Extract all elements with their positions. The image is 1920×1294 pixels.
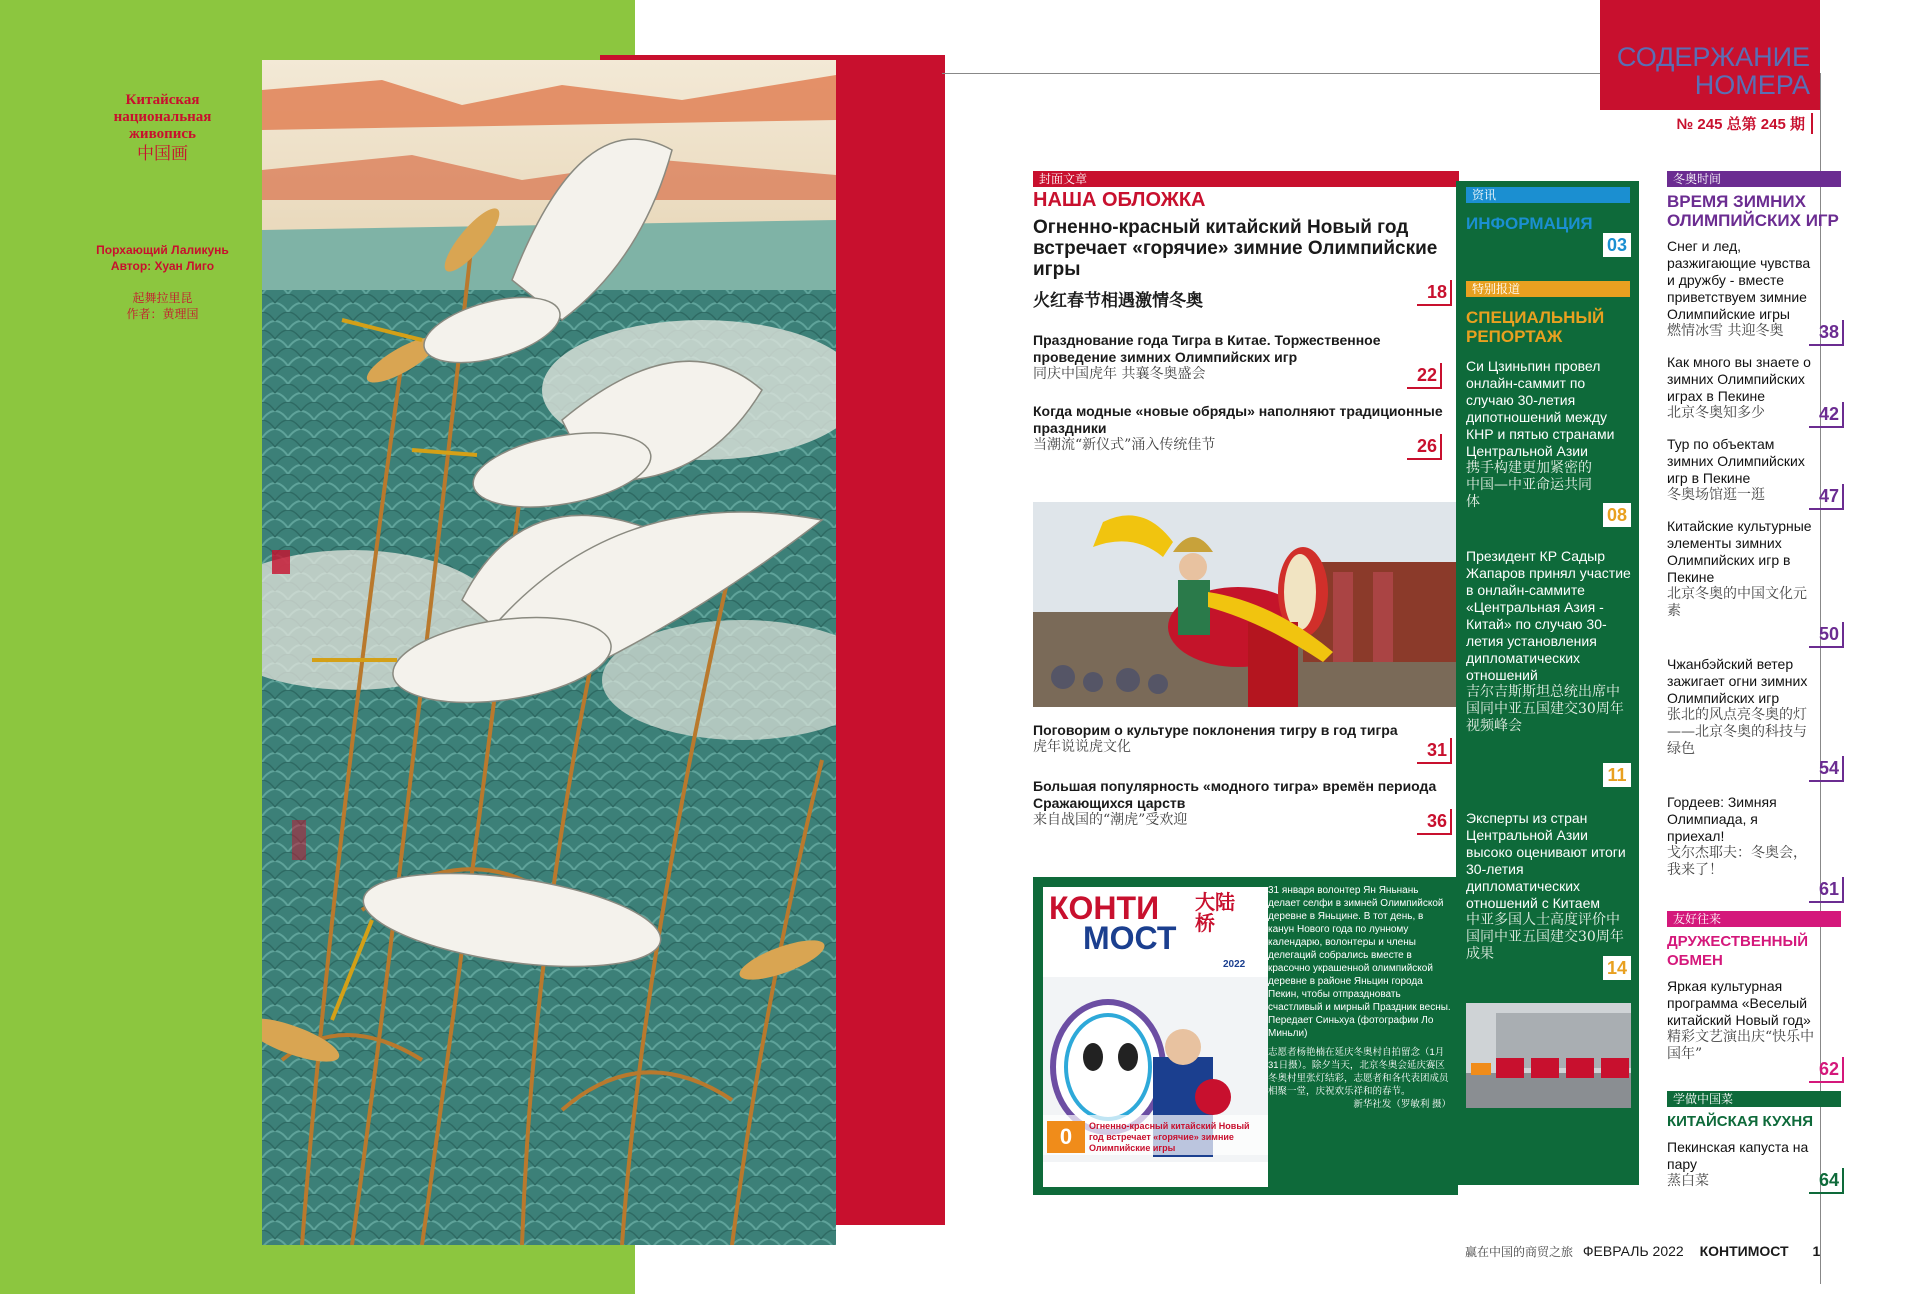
item-title-ru: Си Цзиньпин провел онлайн-саммит по случаю 30-летия дипотношений между КНР и пятью странами Центральной Азии — [1466, 358, 1615, 459]
magazine-logo-cn: 大陆桥 — [1195, 892, 1235, 935]
cover-headline-band — [1043, 1115, 1268, 1155]
news-title[interactable]: ИНФОРМАЦИЯ — [1466, 214, 1593, 233]
page-number: 54 — [1809, 756, 1844, 782]
caption-cn-line-1: 起舞拉里昆 — [132, 291, 193, 305]
cover-items-continued — [1033, 722, 1458, 829]
page-number: 14 — [1603, 956, 1631, 980]
cover-tag: 封面文章 — [1033, 171, 1459, 187]
toc-item[interactable] — [1466, 358, 1631, 511]
special-tag: 特别报道 — [1466, 281, 1630, 297]
right-column — [1667, 171, 1847, 1190]
photo-caption-cn: 志愿者杨艳楠在延庆冬奥村自拍留念（1月31日摄）。除夕当天，北京冬奥会延庆赛区冬奥村里张灯结彩，志愿者和各代表团成员相聚一堂，庆祝欢乐祥和的春节。 — [1268, 1047, 1449, 1097]
issue-number: № 245 总第 245 期 — [1640, 113, 1813, 134]
cover-headline: Огненно-красный китайский Новый год встречает «горячие» зимние Олимпийские игры — [1089, 1121, 1250, 1153]
page-number: 31 — [1417, 738, 1452, 764]
toc-item[interactable] — [1667, 794, 1839, 899]
toc-item[interactable] — [1667, 978, 1839, 1079]
title-ru-line-3: живопись — [129, 126, 196, 142]
toc-item[interactable] — [1667, 518, 1839, 644]
item-title-cn: 中亚多国人士高度评价中国同中亚五国建交30周年成果 — [1466, 912, 1624, 962]
toc-item[interactable] — [1667, 1139, 1839, 1190]
item-title-ru: Тур по объектам зимних Олимпийских игр в Пекине — [1667, 436, 1805, 486]
title-ru-line-2: национальная — [113, 109, 212, 125]
page-number: 22 — [1407, 363, 1442, 389]
item-title-ru: Снег и лед, разжигающие чувства и дружбу - вместе приветствуем зимние Олимпийские игры — [1667, 238, 1811, 322]
item-title-ru: Яркая культурная программа «Веселый китайский Новый год» — [1667, 978, 1811, 1028]
item-title-ru: Чжанбэйский ветер зажигает огни зимних Олимпийских игр — [1667, 656, 1808, 706]
egrets-painting — [262, 60, 836, 1245]
magazine-cover-box — [1033, 877, 1458, 1195]
page-number: 03 — [1603, 233, 1631, 257]
toc-item[interactable] — [1033, 778, 1458, 829]
cover-main-ru[interactable]: Огненно-красный китайский Новый год встречает «горячие» зимние Олимпийские игры — [1033, 217, 1438, 280]
page-number: 36 — [1417, 809, 1452, 835]
friendship-tag: 友好往来 — [1667, 911, 1841, 927]
toc-item[interactable] — [1033, 403, 1448, 454]
caption-cn-line-2: 作者：黄理国 — [126, 307, 199, 321]
footer-page-number: 1 — [1812, 1243, 1821, 1259]
photo-caption-ru: 31 января волонтер Ян Яньнань делает селфи в зимней Олимпийской деревне в Яньцине. В тот день, в канун Нового года по лунному календарю, волонтеры и члены делегаций собрались вместе в красочно украшенной олимпийской деревне в районе Яньцин города Пекин, чтобы отпраздновать счастливый и мирный Праздник весны. Передает Синьхуа (фотографии Ло Миньли) — [1268, 885, 1451, 1039]
painting-section-title — [70, 92, 255, 162]
caption-ru-line-2: Автор: Хуан Лиго — [110, 259, 215, 273]
item-title-cn: 戈尔杰耶夫：冬奥会，我来了！ — [1667, 845, 1807, 878]
item-title-cn: 虎年说说虎文化 — [1033, 739, 1131, 755]
toc-item[interactable] — [1667, 354, 1839, 424]
news-tag: 资讯 — [1466, 187, 1630, 203]
page-number: 38 — [1809, 320, 1844, 346]
page-number: 26 — [1407, 434, 1442, 460]
toc-title — [1600, 43, 1810, 99]
item-title-cn: 蒸白菜 — [1667, 1173, 1709, 1189]
title-ru-line-1: Китайская — [125, 92, 200, 108]
item-title-cn: 吉尔吉斯斯坦总统出席中国同中亚五国建交30周年视频峰会 — [1466, 684, 1624, 734]
cover-column — [1033, 171, 1458, 454]
magazine-logo-ru-1: КОНТИ — [1049, 890, 1160, 926]
photo-caption — [1268, 884, 1451, 1111]
item-title-ru: Китайские культурные элементы зимних Олимпийских игр в Пекине — [1667, 518, 1812, 585]
zero-badge-icon: 0 — [1047, 1121, 1085, 1153]
painting-caption-ru — [60, 242, 265, 274]
item-title-ru: Поговорим о культуре поклонения тигру в год тигра — [1033, 722, 1398, 738]
page-number: 11 — [1603, 763, 1631, 787]
cover-photo — [1033, 502, 1458, 707]
item-title-cn: 同庆中国虎年 共襄冬奥盛会 — [1033, 366, 1206, 382]
item-title-ru: Эксперты из стран Центральной Азии высоко оценивают итоги 30-летия дипломатических отношений с Китаем — [1466, 810, 1626, 911]
toc-item[interactable] — [1667, 656, 1839, 778]
painting-caption-cn — [60, 290, 265, 322]
cover-section-title: НАША ОБЛОЖКА — [1033, 189, 1206, 211]
friendship-title: ДРУЖЕСТВЕННЫЙ ОБМЕН — [1667, 933, 1808, 969]
toc-title-line-2: НОМЕРА — [1694, 70, 1810, 100]
item-title-cn: 来自战国的“潮虎”受欢迎 — [1033, 812, 1188, 828]
item-title-ru: Как много вы знаете о зимних Олимпийских играх в Пекине — [1667, 354, 1811, 404]
toc-item[interactable] — [1033, 332, 1448, 383]
item-title-cn: 张北的风点亮冬奥的灯——北京冬奥的科技与绿色 — [1667, 707, 1807, 757]
performer-illustration — [1033, 502, 1458, 707]
page-number: 42 — [1809, 402, 1844, 428]
page-number: 61 — [1809, 877, 1844, 903]
toc-item[interactable] — [1466, 548, 1631, 735]
page-number: 47 — [1809, 484, 1844, 510]
item-title-ru: Пекинская капуста на пару — [1667, 1139, 1809, 1172]
page-number: 18 — [1417, 280, 1452, 306]
toc-item[interactable] — [1667, 238, 1839, 342]
photo-caption-credit: 新华社发（罗敏利 摄） — [1353, 1099, 1451, 1110]
toc-item[interactable] — [1033, 722, 1458, 760]
cuisine-tag: 学做中国菜 — [1667, 1091, 1841, 1107]
page-number: 08 — [1603, 503, 1631, 527]
item-title-cn: 北京冬奥的中国文化元素 — [1667, 586, 1807, 619]
item-title-cn: 当潮流“新仪式”涌入传统佳节 — [1033, 437, 1216, 453]
item-title-cn: 冬奥场馆逛一逛 — [1667, 487, 1765, 503]
caption-ru-line-1: Порхающий Лаликунь — [96, 243, 229, 257]
item-title-ru: Президент КР Садыр Жапаров принял участие в онлайн-саммите «Центральная Азия - Китай» по случаю 30-летия установления дипломатических отношений — [1466, 548, 1631, 683]
item-title-ru: Большая популярность «модного тигра» времён периода Сражающихся царств — [1033, 778, 1437, 811]
magazine-cover-thumbnail[interactable] — [1043, 887, 1268, 1187]
item-title-cn: 携手构建更加紧密的中国—中亚命运共同体 — [1466, 460, 1592, 510]
olympics-tag: 冬奥时间 — [1667, 171, 1841, 187]
item-title-ru: Празднование года Тигра в Китае. Торжественное проведение зимних Олимпийских игр — [1033, 332, 1381, 365]
item-title-cn: 燃情冰雪 共迎冬奥 — [1667, 323, 1784, 339]
item-title-cn: 精彩文艺演出庆“快乐中国年” — [1667, 1029, 1815, 1062]
page-number: 64 — [1809, 1168, 1844, 1194]
painting-illustration — [262, 60, 836, 1245]
magazine-logo-ru-2: МОСТ — [1083, 920, 1177, 956]
item-title-cn: 北京冬奥知多少 — [1667, 405, 1765, 421]
green-column — [1456, 181, 1639, 1185]
olympics-title: ВРЕМЯ ЗИМНИХ ОЛИМПИЙСКИХ ИГР — [1667, 192, 1839, 230]
warehouse-trucks-photo — [1466, 1003, 1631, 1108]
special-title: СПЕЦИАЛЬНЫЙ РЕПОРТАЖ — [1466, 308, 1605, 346]
toc-item[interactable] — [1667, 436, 1839, 506]
title-cn: 中国画 — [137, 144, 188, 163]
cuisine-title: КИТАЙСКАЯ КУХНЯ — [1667, 1113, 1814, 1130]
page-number: 62 — [1809, 1057, 1844, 1083]
item-title-ru: Гордеев: Зимняя Олимпиада, я приехал! — [1667, 794, 1777, 844]
item-title-ru: Когда модные «новые обряды» наполняют традиционные праздники — [1033, 403, 1443, 436]
footer-date: ФЕВРАЛЬ 2022 — [1582, 1243, 1684, 1259]
page-footer — [1465, 1243, 1865, 1260]
toc-item[interactable] — [1466, 810, 1631, 963]
page-number: 50 — [1809, 622, 1844, 648]
magazine-year: 2022 — [1223, 959, 1246, 970]
footer-magazine: КОНТИМОСТ — [1699, 1243, 1789, 1259]
toc-title-line-1: СОДЕРЖАНИЕ — [1616, 42, 1810, 72]
footer-slogan: 赢在中国的商贸之旅 — [1465, 1245, 1574, 1259]
cover-main-cn: 火红春节相遇激情冬奥 — [1033, 291, 1203, 311]
